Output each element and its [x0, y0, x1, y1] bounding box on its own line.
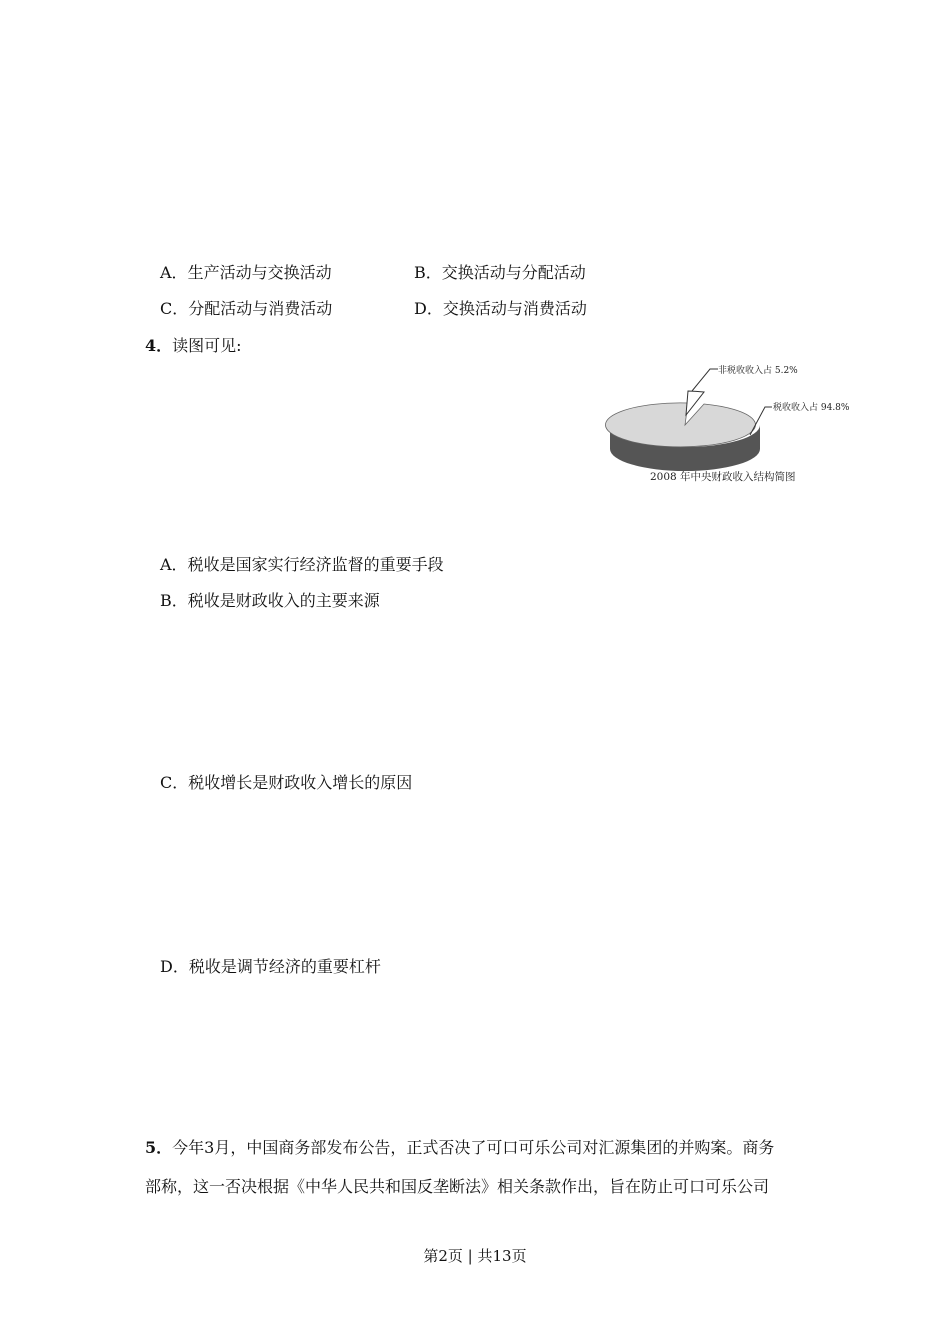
- q4-option-d: D．税收是调节经济的重要杠杆: [160, 957, 381, 976]
- q4-option-a: A．税收是国家实行经济监督的重要手段: [160, 555, 444, 574]
- pie-chart: [600, 355, 870, 505]
- q3-option-d: D．交换活动与消费活动: [414, 299, 587, 318]
- q3-option-a: A．生产活动与交换活动: [160, 263, 332, 282]
- q3-option-c: C．分配活动与消费活动: [160, 299, 333, 318]
- page-footer: 第2页 | 共13页: [423, 1247, 527, 1265]
- q5-line-2: 部称，这一否决根据《中华人民共和国反垄断法》相关条款作出，旨在防止可口可乐公司: [145, 1177, 770, 1196]
- label-tax: 税收收入占 94.8%: [773, 403, 850, 413]
- q4-stem: 4．读图可见:: [145, 336, 242, 355]
- pie-slice-tax: [605, 403, 755, 447]
- chart-title: 2008 年中央财政收入结构简图: [650, 471, 796, 483]
- q5-line-1: 5．今年3月，中国商务部发布公告，正式否决了可口可乐公司对汇源集团的并购案。商务: [145, 1138, 775, 1157]
- label-nontax: 非税收收入占 5.2%: [718, 366, 798, 376]
- leader-line-nontax: [692, 369, 718, 391]
- q4-option-b: B．税收是财政收入的主要来源: [160, 591, 380, 610]
- q3-option-b: B．交换活动与分配活动: [414, 263, 586, 282]
- q4-option-c: C．税收增长是财政收入增长的原因: [160, 773, 413, 792]
